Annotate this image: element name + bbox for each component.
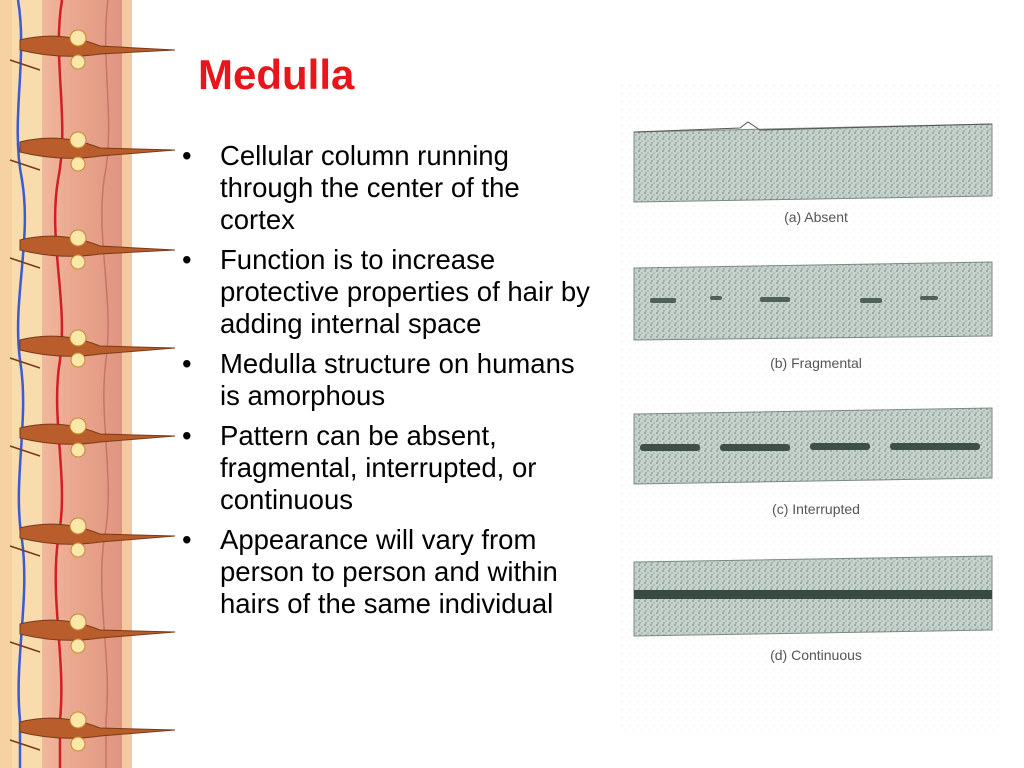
bullet-text: Appearance will vary from person to person and within hairs of the same individual bbox=[220, 524, 558, 619]
bullet-item bbox=[182, 420, 602, 516]
hair-shaft-continuous bbox=[634, 556, 992, 636]
bullet-text: Cellular column running through the center of the cortex bbox=[220, 140, 520, 235]
panel-label-interrupted: (c) Interrupted bbox=[772, 501, 860, 517]
hair-shaft-absent bbox=[634, 122, 992, 202]
bullet-marker: • bbox=[182, 348, 192, 379]
bullet-item bbox=[182, 140, 602, 236]
bullet-marker: • bbox=[182, 420, 192, 451]
bullet-item bbox=[182, 524, 602, 620]
hair-shaft-fragmental bbox=[634, 262, 992, 340]
panel-label-fragmental: (b) Fragmental bbox=[770, 355, 862, 371]
bullet-marker: • bbox=[182, 524, 192, 555]
bullet-marker: • bbox=[182, 244, 192, 275]
medulla-patterns-figure bbox=[620, 84, 1000, 732]
panel-label-continuous: (d) Continuous bbox=[770, 647, 862, 663]
bullet-text: Medulla structure on humans is amorphous bbox=[220, 348, 575, 411]
bullet-item bbox=[182, 244, 602, 340]
bullet-marker: • bbox=[182, 140, 192, 171]
slide-title: Medulla bbox=[198, 51, 355, 98]
bullet-text: Pattern can be absent, fragmental, interrupted, or continuous bbox=[220, 420, 537, 515]
hair-shaft-interrupted bbox=[634, 408, 992, 484]
bullet-text: Function is to increase protective properties of hair by adding internal space bbox=[220, 244, 590, 339]
panel-label-absent: (a) Absent bbox=[784, 209, 848, 225]
bullet-list bbox=[182, 140, 602, 628]
hair-follicle-border-art bbox=[0, 0, 175, 768]
bullet-item bbox=[182, 348, 602, 412]
